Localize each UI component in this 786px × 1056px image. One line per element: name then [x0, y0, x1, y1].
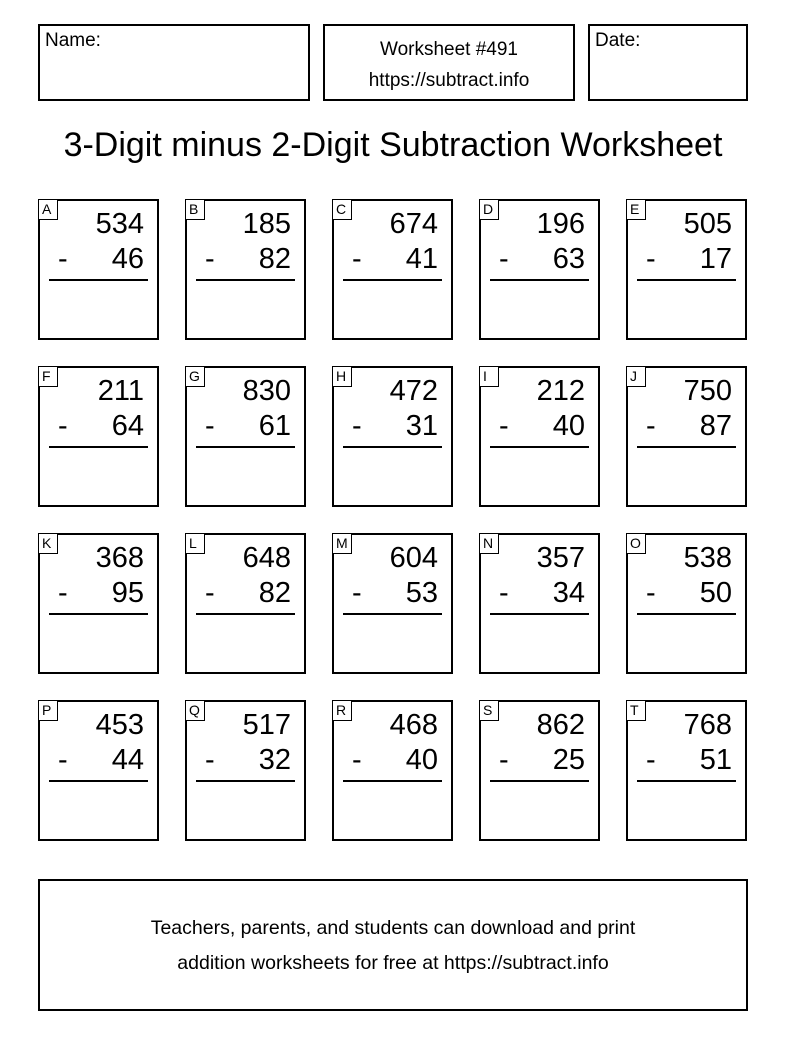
problem-card[interactable] — [38, 199, 159, 340]
problem-card[interactable] — [185, 366, 306, 507]
subtrahend: 17 — [699, 243, 732, 275]
problem-card[interactable] — [479, 700, 600, 841]
subtrahend: 50 — [699, 577, 732, 609]
answer-line — [343, 780, 442, 782]
subtrahend: 51 — [699, 744, 732, 776]
answer-line — [196, 780, 295, 782]
answer-line — [49, 780, 148, 782]
subtrahend: 46 — [111, 243, 144, 275]
worksheet-number: Worksheet #491 — [379, 39, 518, 60]
minuend: 212 — [536, 375, 585, 407]
minus-sign: - — [205, 410, 215, 442]
answer-line — [343, 613, 442, 615]
problem-card[interactable] — [185, 700, 306, 841]
problem-letter: D — [479, 199, 499, 220]
problem-letter: B — [185, 199, 205, 220]
minuend: 862 — [536, 709, 585, 741]
problem-card[interactable] — [38, 533, 159, 674]
problem-letter: O — [626, 533, 646, 554]
minus-sign: - — [205, 744, 215, 776]
problem-card[interactable] — [185, 533, 306, 674]
answer-line — [49, 279, 148, 281]
minus-sign: - — [352, 577, 362, 609]
minuend: 674 — [389, 208, 438, 240]
problem-letter: E — [626, 199, 646, 220]
minus-sign: - — [58, 410, 68, 442]
footer-note — [38, 879, 748, 1011]
footer-line-2: addition worksheets for free at https://subtract.info — [177, 952, 609, 974]
minuend: 196 — [536, 208, 585, 240]
minuend: 604 — [389, 542, 438, 574]
problem-card[interactable] — [332, 199, 453, 340]
minus-sign: - — [499, 243, 509, 275]
minuend: 750 — [683, 375, 732, 407]
answer-line — [637, 279, 736, 281]
minus-sign: - — [646, 577, 656, 609]
minus-sign: - — [352, 744, 362, 776]
answer-line — [637, 613, 736, 615]
problem-letter: K — [38, 533, 58, 554]
subtrahend: 31 — [405, 410, 438, 442]
answer-line — [490, 446, 589, 448]
problem-letter: I — [479, 366, 499, 387]
subtrahend: 82 — [258, 243, 291, 275]
minuend: 368 — [95, 542, 144, 574]
problem-letter: L — [185, 533, 205, 554]
problem-letter: J — [626, 366, 646, 387]
minus-sign: - — [58, 577, 68, 609]
subtrahend: 63 — [552, 243, 585, 275]
minus-sign: - — [58, 243, 68, 275]
problem-card[interactable] — [185, 199, 306, 340]
minuend: 185 — [242, 208, 291, 240]
minus-sign: - — [646, 410, 656, 442]
problem-letter: S — [479, 700, 499, 721]
worksheet-info-box — [323, 24, 575, 101]
answer-line — [196, 613, 295, 615]
problem-letter: M — [332, 533, 352, 554]
minuend: 517 — [242, 709, 291, 741]
subtrahend: 61 — [258, 410, 291, 442]
minuend: 768 — [683, 709, 732, 741]
subtrahend: 41 — [405, 243, 438, 275]
minuend: 468 — [389, 709, 438, 741]
worksheet-url: https://subtract.info — [368, 70, 530, 91]
problem-card[interactable] — [626, 700, 747, 841]
minus-sign: - — [352, 243, 362, 275]
subtrahend: 87 — [699, 410, 732, 442]
problem-letter: P — [38, 700, 58, 721]
name-label: Name: — [45, 30, 101, 51]
problem-letter: T — [626, 700, 646, 721]
answer-line — [637, 780, 736, 782]
subtrahend: 53 — [405, 577, 438, 609]
problem-card[interactable] — [332, 533, 453, 674]
problem-card[interactable] — [626, 199, 747, 340]
minuend: 505 — [683, 208, 732, 240]
problem-letter: N — [479, 533, 499, 554]
subtrahend: 82 — [258, 577, 291, 609]
subtrahend: 64 — [111, 410, 144, 442]
subtrahend: 40 — [552, 410, 585, 442]
footer-line-1: Teachers, parents, and students can download and print — [150, 917, 636, 939]
subtrahend: 34 — [552, 577, 585, 609]
answer-line — [49, 613, 148, 615]
minuend: 534 — [95, 208, 144, 240]
problem-letter: F — [38, 366, 58, 387]
date-label: Date: — [595, 30, 641, 51]
problem-card[interactable] — [332, 700, 453, 841]
problem-letter: R — [332, 700, 352, 721]
minuend: 538 — [683, 542, 732, 574]
subtrahend: 25 — [552, 744, 585, 776]
answer-line — [490, 613, 589, 615]
answer-line — [196, 446, 295, 448]
minus-sign: - — [646, 243, 656, 275]
minus-sign: - — [352, 410, 362, 442]
minuend: 830 — [242, 375, 291, 407]
problem-card[interactable] — [626, 533, 747, 674]
minus-sign: - — [58, 744, 68, 776]
problem-card[interactable] — [332, 366, 453, 507]
subtrahend: 32 — [258, 744, 291, 776]
answer-line — [49, 446, 148, 448]
answer-line — [343, 279, 442, 281]
problem-card[interactable] — [479, 533, 600, 674]
answer-line — [196, 279, 295, 281]
problem-card[interactable] — [38, 366, 159, 507]
minus-sign: - — [205, 577, 215, 609]
answer-line — [490, 780, 589, 782]
answer-line — [490, 279, 589, 281]
minuend: 472 — [389, 375, 438, 407]
answer-line — [637, 446, 736, 448]
problem-card[interactable] — [479, 366, 600, 507]
minus-sign: - — [499, 410, 509, 442]
minuend: 648 — [242, 542, 291, 574]
problem-card[interactable] — [38, 700, 159, 841]
minuend: 211 — [97, 375, 144, 407]
minus-sign: - — [205, 243, 215, 275]
page-title: 3-Digit minus 2-Digit Subtraction Worksheet — [63, 126, 723, 164]
problem-card[interactable] — [479, 199, 600, 340]
problem-letter: H — [332, 366, 352, 387]
minus-sign: - — [499, 744, 509, 776]
minus-sign: - — [646, 744, 656, 776]
problem-card[interactable] — [626, 366, 747, 507]
answer-line — [343, 446, 442, 448]
problem-letter: G — [185, 366, 205, 387]
minuend: 453 — [95, 709, 144, 741]
problem-letter: Q — [185, 700, 205, 721]
name-field[interactable] — [38, 24, 310, 101]
subtrahend: 95 — [111, 577, 144, 609]
minuend: 357 — [536, 542, 585, 574]
minus-sign: - — [499, 577, 509, 609]
subtrahend: 40 — [405, 744, 438, 776]
subtrahend: 44 — [111, 744, 144, 776]
problem-letter: A — [38, 199, 58, 220]
problem-letter: C — [332, 199, 352, 220]
date-field[interactable] — [588, 24, 748, 101]
